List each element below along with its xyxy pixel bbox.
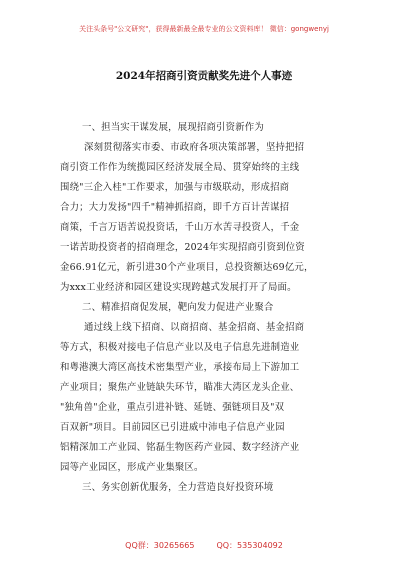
section-heading-2: 二、精准招商促发展，靶向发力促进产业聚合	[82, 302, 274, 313]
document-body	[60, 118, 356, 498]
paragraph-line: 铝精深加工产业园、铭磊生物医药产业园、数字经济产业	[60, 442, 300, 453]
paragraph-line: 等方式，积极对接电子信息产业以及电子信息先进制造业	[60, 342, 300, 353]
paragraph-line: 产业项目；聚焦产业链缺失环节，瞄准大湾区龙头企业、	[60, 382, 300, 393]
paragraph-line: 和粤港澳大湾区高技术密集型产业，承接布局上下游加工	[60, 362, 300, 373]
paragraph-line: 通过线上线下招商、以商招商、基金招商、基金招商	[84, 322, 305, 333]
footer-qq: QQ：535304092	[216, 541, 283, 550]
paragraph-line: 深刻贯彻落实市委、市政府各项决策部署，坚持把招	[84, 142, 305, 153]
paragraph-line: 围绕"三企入桂"工作要求，加强与市级联动，形成招商	[60, 182, 290, 193]
paragraph-line: 商引资工作作为统揽园区经济发展全局、贯穿始终的主线	[60, 162, 300, 173]
paragraph-line: 园等产业园区，形成产业集聚区。	[60, 462, 204, 473]
section-heading-3: 三、务实创新优服务，全力营造良好投资环境	[82, 482, 274, 493]
footer-contact	[0, 540, 408, 551]
paragraph-line: 一诺苦助投资者的招商理念，2024年实现招商引资到位资	[60, 242, 305, 253]
footer-qq-group: QQ群：30265665	[125, 541, 195, 550]
paragraph-line: 金66.91亿元，新引进30个产业项目，总投资额达69亿元，	[60, 262, 314, 273]
paragraph-line: 为xxx工业经济和园区建设实现跨越式发展打开了局面。	[60, 282, 297, 293]
paragraph-line: 百双新"项目。目前园区已引进威中沛电子信息产业园	[60, 422, 285, 433]
document-title: 2024年招商引资贡献奖先进个人事迹	[115, 70, 293, 82]
paragraph-line: "独角兽"企业，重点引进补链、延链、强链项目及"双	[60, 402, 285, 413]
header-banner: 关注头条号"公文研究"，获得最新最全最专业的公文资料库！ 微信：gongwenyj	[79, 25, 329, 33]
paragraph-line: 商策，千言万语苦说投资话，千山万水苦寻投资人，千金	[60, 222, 300, 233]
section-heading-1: 一、担当实干谋发展，展现招商引资新作为	[82, 122, 264, 133]
paragraph-line: 合力；大力发扬"四千"精神抓招商，即千方百计苦谋招	[60, 202, 290, 213]
